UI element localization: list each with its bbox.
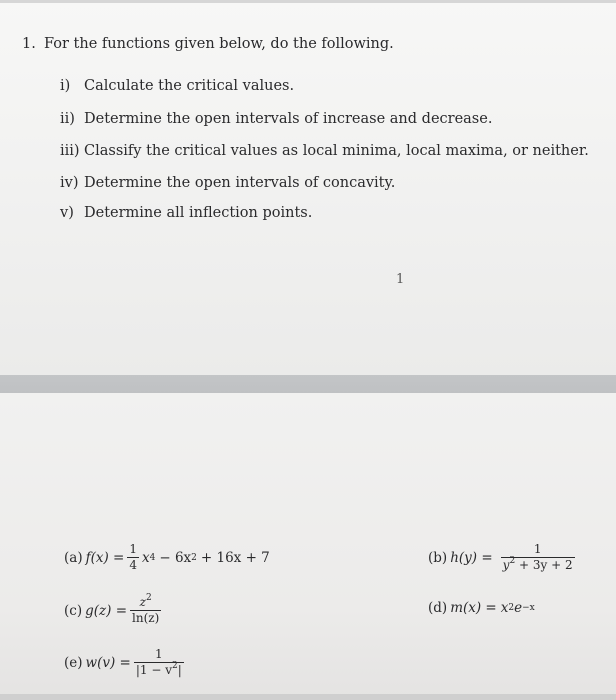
fraction	[127, 543, 139, 572]
function-lhs: m(x) =	[450, 600, 497, 616]
function-d: (d) m(x) = x 2 e −x	[428, 600, 535, 616]
fraction-denominator: 4	[129, 558, 137, 572]
step-number: iii)	[60, 143, 80, 159]
function-b	[428, 543, 578, 572]
step-text: Calculate the critical values.	[84, 78, 295, 94]
step-number: v)	[60, 205, 74, 221]
function-lhs: g(z) =	[85, 602, 128, 619]
function-label: (d)	[428, 600, 448, 616]
function-lhs: f(x) =	[85, 549, 125, 566]
function-a: (a) f(x) = $\frac{1}{4}$ x 4 − 6x 2 + 16x + 7	[64, 542, 270, 572]
fraction-numerator: 1	[129, 542, 137, 556]
step-text: Determine the open intervals of increase and decrease.	[84, 111, 493, 127]
step-number: iv)	[60, 175, 79, 191]
fraction-numerator: 1	[533, 542, 542, 556]
page-edge	[0, 694, 616, 700]
function-e	[64, 648, 187, 677]
variable: x	[500, 600, 509, 616]
page-number: 1	[396, 272, 405, 287]
function-c	[64, 593, 164, 625]
step-number: i)	[60, 78, 71, 94]
step-item	[60, 78, 294, 94]
variable: x	[141, 549, 150, 566]
function-label: (c)	[64, 602, 83, 619]
function-lhs: h(y) =	[450, 549, 493, 566]
step-number: ii)	[60, 111, 75, 127]
problem-number: 1.	[22, 36, 36, 52]
step-item	[60, 111, 492, 127]
fraction	[130, 593, 161, 625]
term: + 16x + 7	[200, 549, 270, 566]
problem-intro: For the functions given below, do the following.	[44, 36, 394, 52]
fraction-denominator: ln(z)	[132, 611, 160, 625]
fraction-numerator: 1	[155, 647, 163, 661]
fraction-numerator: $z^2$	[139, 593, 152, 609]
page-edge	[0, 0, 616, 3]
function-label: (a)	[64, 549, 83, 566]
step-item	[60, 143, 589, 159]
fraction	[501, 543, 575, 572]
step-text: Classify the critical values as local minima, local maxima, or neither.	[84, 143, 589, 159]
variable: e	[514, 600, 523, 616]
fraction-denominator: $|1 - v^2|$	[135, 661, 182, 677]
term: − 6x	[159, 549, 192, 566]
function-label: (b)	[428, 549, 448, 566]
step-item	[60, 205, 312, 221]
fraction	[134, 648, 184, 677]
function-lhs: w(v) =	[85, 654, 131, 671]
function-label: (e)	[64, 654, 83, 671]
page-gap	[0, 375, 616, 393]
step-text: Determine the open intervals of concavity.	[84, 175, 396, 191]
fraction-denominator: $y^2 + 3y + 2$	[502, 556, 573, 572]
step-text: Determine all inflection points.	[84, 205, 313, 221]
step-item	[60, 175, 395, 191]
